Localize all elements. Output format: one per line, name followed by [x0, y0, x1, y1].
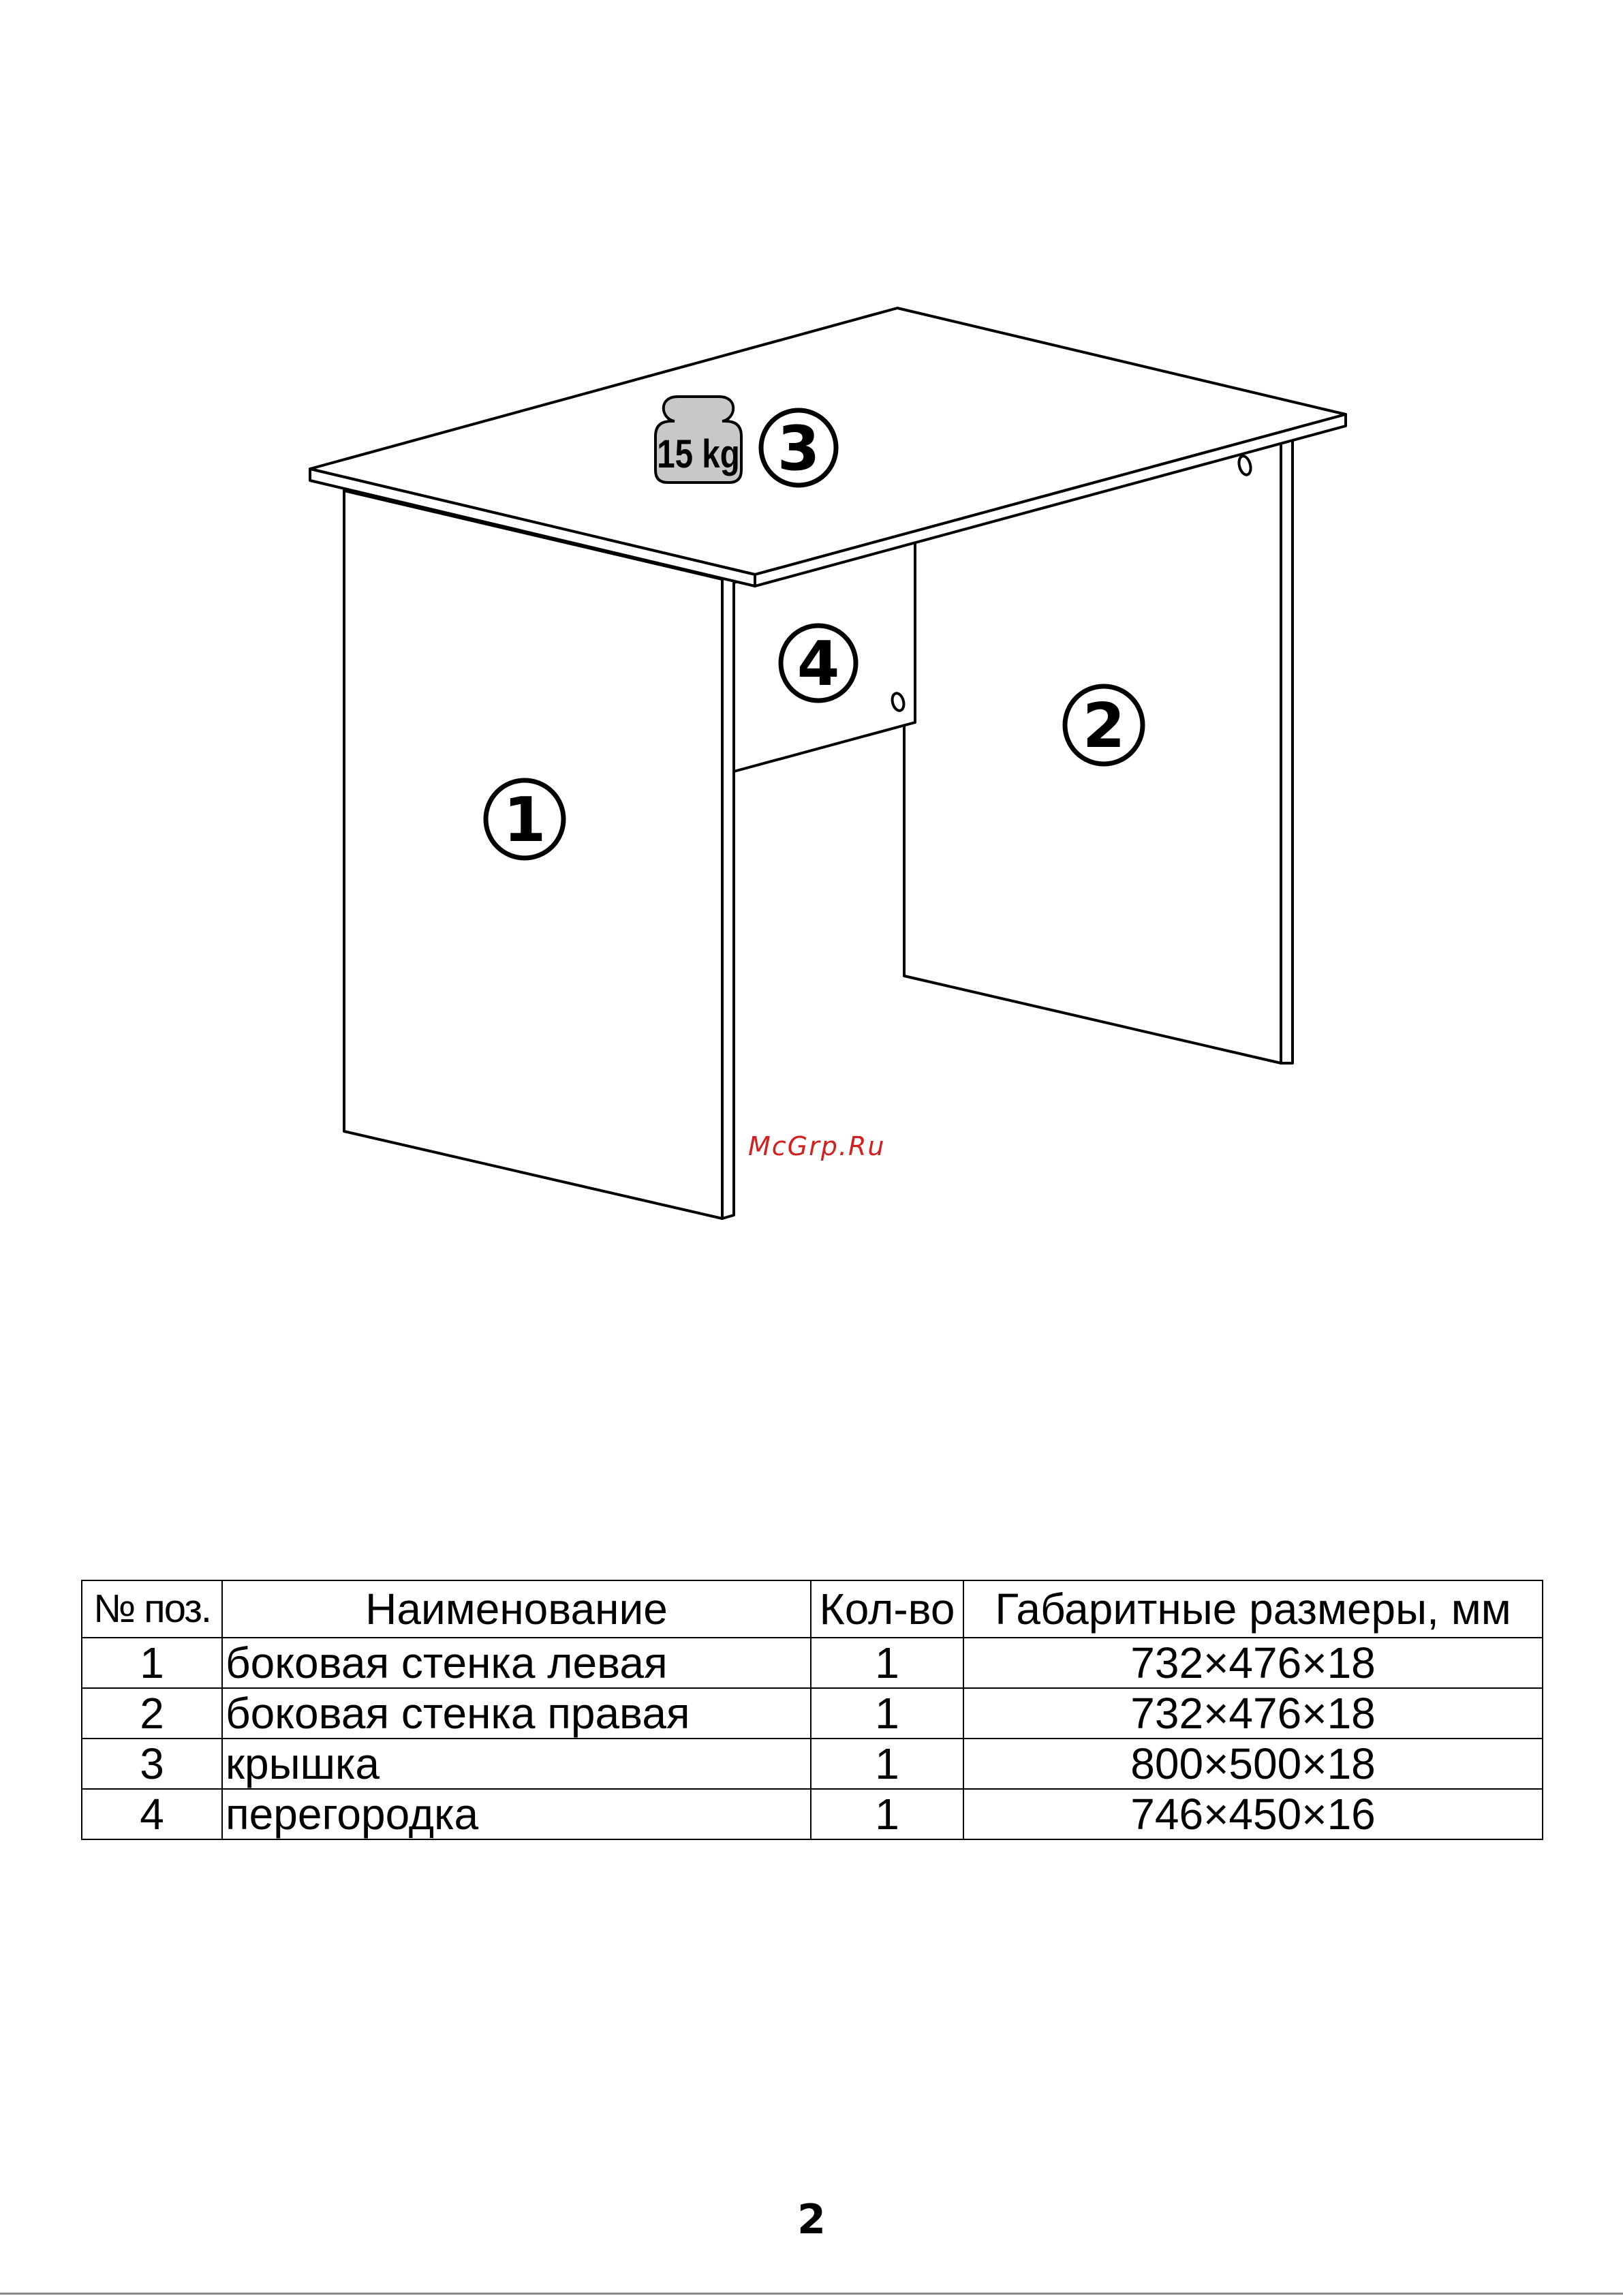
cell-name: перегородка	[222, 1789, 811, 1839]
weight-icon	[655, 397, 741, 483]
header-quantity: Кол-во	[811, 1580, 963, 1638]
cell-position-number: 2	[82, 1688, 222, 1739]
header-dimensions: Габаритные размеры, мм	[963, 1580, 1543, 1638]
cell-quantity: 1	[811, 1638, 963, 1688]
callout-label-4: 4	[797, 628, 840, 700]
watermark: McGrp.Ru	[748, 1131, 886, 1161]
parts-list-table	[81, 1580, 1543, 1840]
cell-quantity: 1	[811, 1739, 963, 1789]
cell-dimensions: 732×476×18	[963, 1688, 1543, 1739]
cell-quantity: 1	[811, 1789, 963, 1839]
page-number: 2	[797, 2196, 826, 2244]
header-name: Наименование	[222, 1580, 811, 1638]
cell-dimensions: 746×450×16	[963, 1789, 1543, 1839]
cell-dimensions: 732×476×18	[963, 1638, 1543, 1688]
header-position-number: № поз.	[82, 1580, 222, 1638]
table-row	[82, 1638, 1543, 1688]
table-header-row	[82, 1580, 1543, 1638]
table-row	[82, 1739, 1543, 1789]
table-row	[82, 1688, 1543, 1739]
weight-label: 15 kg	[657, 432, 740, 477]
cell-position-number: 3	[82, 1739, 222, 1789]
cell-dimensions: 800×500×18	[963, 1739, 1543, 1789]
cell-name: боковая стенка правая	[222, 1688, 811, 1739]
cell-position-number: 1	[82, 1638, 222, 1688]
table-row	[82, 1789, 1543, 1839]
callout-label-1: 1	[503, 784, 546, 856]
bottom-divider	[0, 2293, 1623, 2295]
cell-name: крышка	[222, 1739, 811, 1789]
callout-label-2: 2	[1082, 690, 1126, 762]
cell-position-number: 4	[82, 1789, 222, 1839]
cell-name: боковая стенка левая	[222, 1638, 811, 1688]
callout-label-3: 3	[777, 413, 820, 485]
cell-quantity: 1	[811, 1688, 963, 1739]
